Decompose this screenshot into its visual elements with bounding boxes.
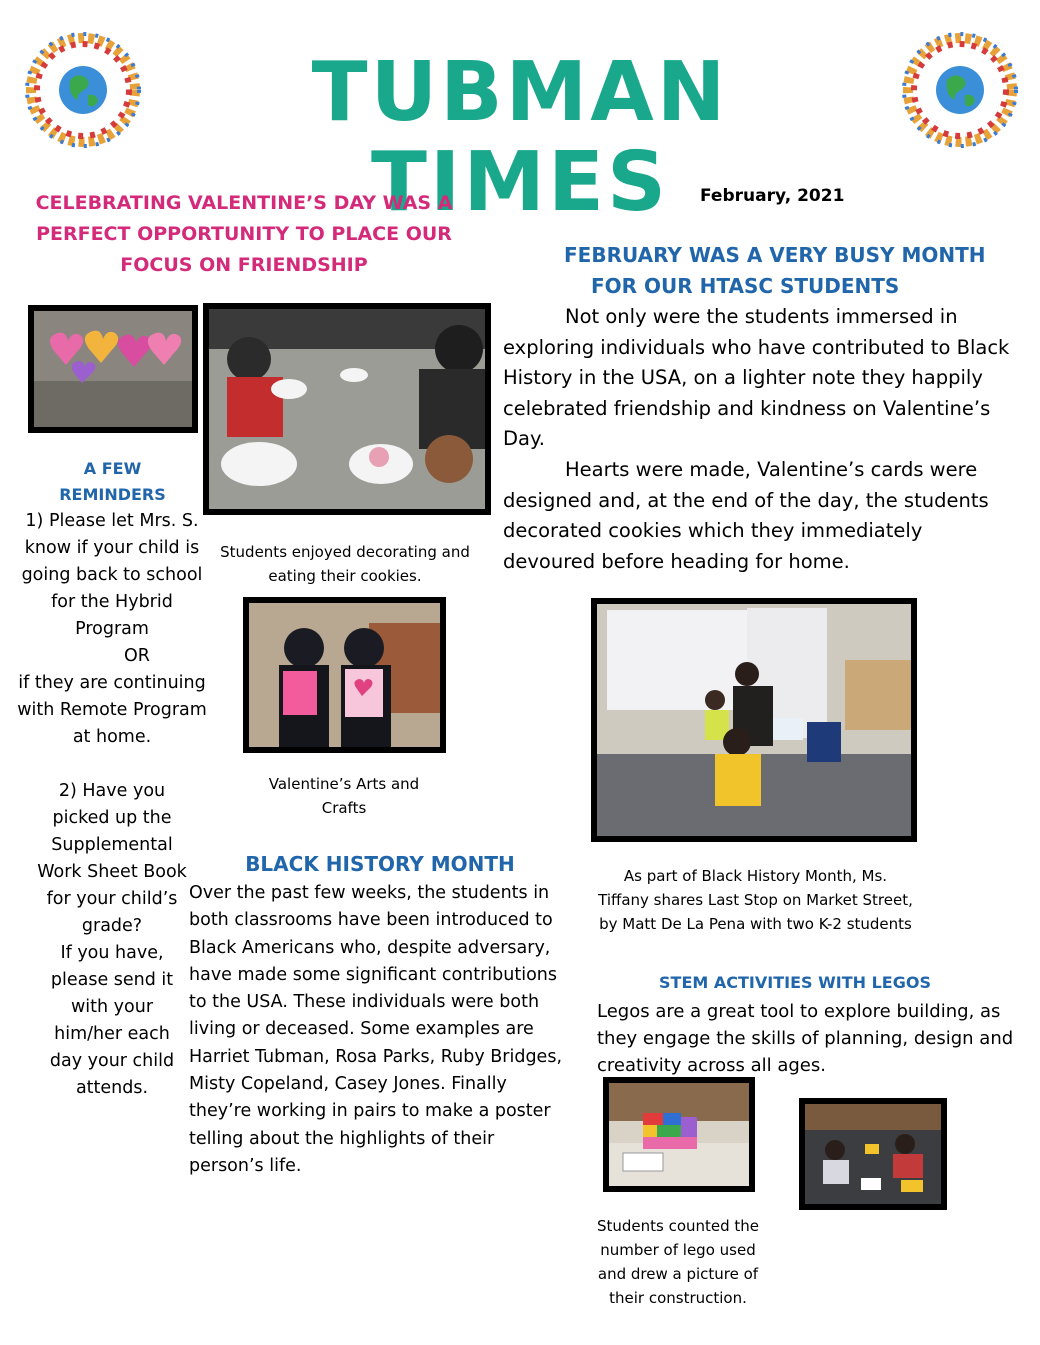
issue-date: February, 2021 [700, 186, 845, 206]
lego-kids-photo [799, 1098, 947, 1210]
story-reading-image [597, 604, 911, 836]
story-reading-photo [591, 598, 917, 842]
children-around-globe-icon [895, 25, 1025, 155]
main-article-paragraph: Not only were the students immersed in exploring individuals who have contributed to Black History in the USA, on a lighter note they happily celebrated friendship and kindness on Valentine’s Day. [503, 305, 1010, 451]
main-heading-line1: FEBRUARY WAS A VERY BUSY MONTH [564, 243, 986, 267]
arts-caption: Valentine’s Arts and Crafts [268, 775, 420, 817]
reminder-item-continued: If you have, please send it with your him/her each day your child attends. [49, 943, 175, 1098]
stem-heading: STEM ACTIVITIES WITH LEGOS [659, 973, 931, 992]
black-history-body: Over the past few weeks, the students in both classrooms have been introduced to Black Americans who, despite adversary, have made some significant contributions to the USA. These individuals were both living or deceased. Some examples are Harriet Tubman, Rosa Parks, Ruby Bridges, Misty Copeland, Casey Jones. Finally they’re working in pairs to make a poster telling about the highlights of their person’s life. [189, 883, 563, 1176]
reminders-body [14, 508, 210, 1102]
children-around-globe-icon [18, 25, 148, 155]
reminder-item: 1) Please let Mrs. S. know if your child is going back to school for the Hybrid Program [21, 511, 203, 639]
reminder-item: 2) Have you picked up the Supplemental Work Sheet Book for your child’s grade? [37, 781, 187, 936]
black-history-heading: BLACK HISTORY MONTH [245, 852, 515, 876]
valentine-cards-image [249, 603, 440, 747]
reminder-item-continued: if they are continuing with Remote Program at home. [17, 673, 207, 747]
reminder-spacer [14, 751, 210, 778]
main-article-heading [520, 240, 1020, 302]
reading-caption: As part of Black History Month, Ms. Tiffany shares Last Stop on Market Street, by Matt De La Pena with two K-2 students [598, 867, 913, 933]
valentine-cards-photo [243, 597, 446, 753]
newsletter-title: TUBMAN TIMES [311, 45, 729, 230]
main-article-paragraph: Hearts were made, Valentine’s cards were designed and, at the end of the day, the students decorated cookies which they immediately devoured before heading for home. [503, 457, 989, 573]
stem-body: Legos are a great tool to explore building, as they engage the skills of planning, design and creativity across all ages. [597, 1001, 1014, 1076]
cookie-decorating-image [209, 309, 485, 509]
lego-caption: Students counted the number of lego used and drew a picture of their construction. [596, 1217, 760, 1307]
main-heading-line2: FOR OUR HTASC STUDENTS [591, 274, 900, 298]
cookie-decorating-photo [203, 303, 491, 515]
paper-hearts-image [34, 311, 192, 427]
lego-construction-image [609, 1083, 749, 1186]
lego-construction-photo [603, 1077, 755, 1192]
reminders-heading: A FEW REMINDERS [59, 459, 166, 504]
reminder-or: OR [124, 646, 150, 666]
main-article-body [503, 302, 1018, 577]
lego-kids-image [805, 1104, 941, 1204]
valentine-heading: CELEBRATING VALENTINE’S DAY WAS A PERFECT OPPORTUNITY TO PLACE OUR FOCUS ON FRIENDSHIP [35, 192, 453, 276]
paper-hearts-photo [28, 305, 198, 433]
cookies-caption: Students enjoyed decorating and eating their cookies. [220, 543, 470, 585]
